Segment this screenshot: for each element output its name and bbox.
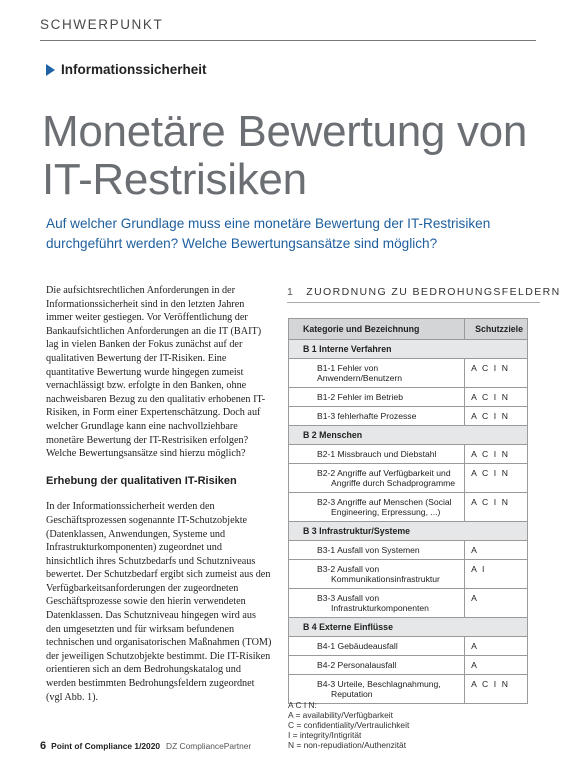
table-row — [289, 407, 528, 426]
body-column — [46, 284, 272, 704]
group-title: B 2 Menschen — [289, 426, 528, 445]
protection-goals: A C I N — [465, 493, 528, 522]
title-line-2: IT-Restrisiken — [42, 155, 307, 204]
table-row — [289, 589, 528, 618]
legend-line: C = confidentiality/Vertraulichkeit — [288, 720, 410, 730]
body-paragraph-2: In der Informationssicherheit werden den Geschäftsprozessen sogenannte IT-Schutzobjekte (Datenklassen, Anwendungen, Systeme und Infrastrukturkomponenten) zugeordnet und hinsichtlich ihres Schutzbedarfs und Schutzniveaus bewertet. Der Schutzbedarf ergibt sich zumeist aus den Verfügbarkeitsanforderungen der zugeordneten Geschäftsprozesse sowie den hierin verwendeten Datenklassen. Das Schutzniveau hingegen wird aus den umgesetzten und für wirksam befundenen technischen und organisatorischen Maßnahmen (TOM) der jeweiligen Schutzobjekte bestimmt. Die IT-Risiken orientieren sich an dem Bedrohungskatalog und werden bestimmten Bedrohungsfeldern zugeordnet (vgl Abb. 1). — [46, 501, 272, 703]
threat-label-continued: Infrastrukturkomponenten — [331, 603, 429, 613]
kicker-text: Informationssicherheit — [61, 62, 207, 77]
figure-divider — [287, 302, 540, 303]
protection-goals: A — [465, 541, 528, 560]
body-paragraph-1: Die aufsichtsrechtlichen Anforderungen in der Informationssicherheit sind in den letzten Jahren immer weiter gestiegen. Vor Veröffentlichung der Bankaufsichtlichen Anforderungen an die IT (BAIT) lag in vielen Banken der Fokus zunächst auf der qualitativen Bewertung der IT-Risiken. Eine quantitative Bewertung wurde hingegen zumeist vernachlässigt bzw. erfolgte in den Banken, ohne nachweisbaren Bezug zu den qualitativ erhobenen IT-Risiken, in Form einer Expertenschätzung. Doch auf welcher Grundlage kann eine nachvollziehbare monetäre Bewertung der IT-Restrisiken erfolgen? Welche Bewertungsansätze sind hierzu möglich? — [46, 285, 266, 460]
table-row — [289, 560, 528, 589]
figure-title: ZUORDNUNG ZU BEDROHUNGSFELDERN — [306, 286, 561, 298]
figure-caption — [287, 286, 561, 298]
group-title: B 1 Interne Verfahren — [289, 340, 528, 359]
legend-line: I = integrity/Intigrität — [288, 730, 362, 740]
threat-table — [288, 318, 528, 704]
table-group-row — [289, 426, 528, 445]
threat-label: B4-2 Personalausfall — [317, 660, 397, 670]
publication-name: Point of Compliance 1/2020 — [51, 741, 161, 751]
table-group-row — [289, 340, 528, 359]
threat-label: B1-2 Fehler im Betrieb — [317, 392, 403, 402]
threat-label: B1-3 fehlerhafte Prozesse — [317, 411, 417, 421]
threat-label: B4-1 Gebäudeausfall — [317, 641, 398, 651]
subheading: Erhebung der qualitativen IT-Risiken — [46, 474, 237, 487]
threat-label: B4-3 Urteile, Beschlagnahmung, — [317, 679, 441, 689]
table-row — [289, 359, 528, 388]
threat-label: B2-2 Angriffe auf Verfügbarkeit und — [317, 468, 451, 478]
threat-category — [289, 541, 465, 560]
page-title — [42, 108, 542, 204]
legend-line: N = non-repudiation/Authenzität — [288, 740, 407, 750]
title-line-1: Monetäre Bewertung von — [42, 107, 528, 156]
protection-goals: A — [465, 589, 528, 618]
table-row — [289, 388, 528, 407]
table-header-row — [289, 319, 528, 340]
section-label: SCHWERPUNKT — [40, 17, 164, 32]
threat-label-continued: Engineering, Erpressung, ...) — [331, 507, 441, 517]
legend-line: A C I N: — [288, 700, 317, 710]
table-header-goals: Schutzziele — [465, 319, 528, 340]
table-row — [289, 493, 528, 522]
threat-category — [289, 407, 465, 426]
protection-goals: A I — [465, 560, 528, 589]
protection-goals: A C I N — [465, 675, 528, 704]
threat-category — [289, 493, 465, 522]
figure-number: 1 — [287, 286, 295, 298]
header-divider — [40, 40, 536, 41]
protection-goals: A C I N — [465, 388, 528, 407]
group-title: B 4 Externe Einflüsse — [289, 618, 528, 637]
threat-category — [289, 388, 465, 407]
group-title: B 3 Infrastruktur/Systeme — [289, 522, 528, 541]
threat-label: B3-3 Ausfall von — [317, 593, 380, 603]
threat-label: B1-1 Fehler von Anwendern/Benutzern — [317, 363, 403, 383]
table-row — [289, 637, 528, 656]
table-row — [289, 464, 528, 493]
table-legend — [288, 700, 409, 750]
page-number: 6 — [40, 740, 47, 752]
threat-category — [289, 637, 465, 656]
protection-goals: A C I N — [465, 464, 528, 493]
protection-goals: A — [465, 637, 528, 656]
protection-goals: A C I N — [465, 359, 528, 388]
page-footer — [40, 740, 251, 752]
threat-category — [289, 656, 465, 675]
threat-label-continued: Reputation — [331, 689, 373, 699]
table-row — [289, 445, 528, 464]
protection-goals: A C I N — [465, 407, 528, 426]
threat-label: B2-3 Angriffe auf Menschen (Social — [317, 497, 452, 507]
protection-goals: A C I N — [465, 445, 528, 464]
threat-category — [289, 560, 465, 589]
protection-goals: A — [465, 656, 528, 675]
kicker — [46, 62, 207, 77]
threat-category — [289, 464, 465, 493]
threat-label-continued: Kommunikationsinfrastruktur — [331, 574, 440, 584]
legend-line: A = availability/Verfügbarkeit — [288, 710, 393, 720]
threat-category — [289, 445, 465, 464]
table-group-row — [289, 522, 528, 541]
table-row — [289, 541, 528, 560]
threat-label: B2-1 Missbrauch und Diebstahl — [317, 449, 437, 459]
threat-label-continued: Angriffe durch Schadprogramme — [331, 478, 456, 488]
threat-category — [289, 589, 465, 618]
table-header-category: Kategorie und Bezeichnung — [289, 319, 465, 340]
threat-label: B3-2 Ausfall von — [317, 564, 380, 574]
publisher-brand: DZ CompliancePartner — [166, 741, 252, 751]
triangle-right-icon — [46, 64, 55, 76]
threat-label: B3-1 Ausfall von Systemen — [317, 545, 420, 555]
threat-category — [289, 359, 465, 388]
table-row — [289, 656, 528, 675]
lead-paragraph: Auf welcher Grundlage muss eine monetäre Bewertung der IT-Restrisiken durchgeführt werden? Welche Bewertungsansätze sind möglich? — [46, 216, 491, 251]
table-group-row — [289, 618, 528, 637]
